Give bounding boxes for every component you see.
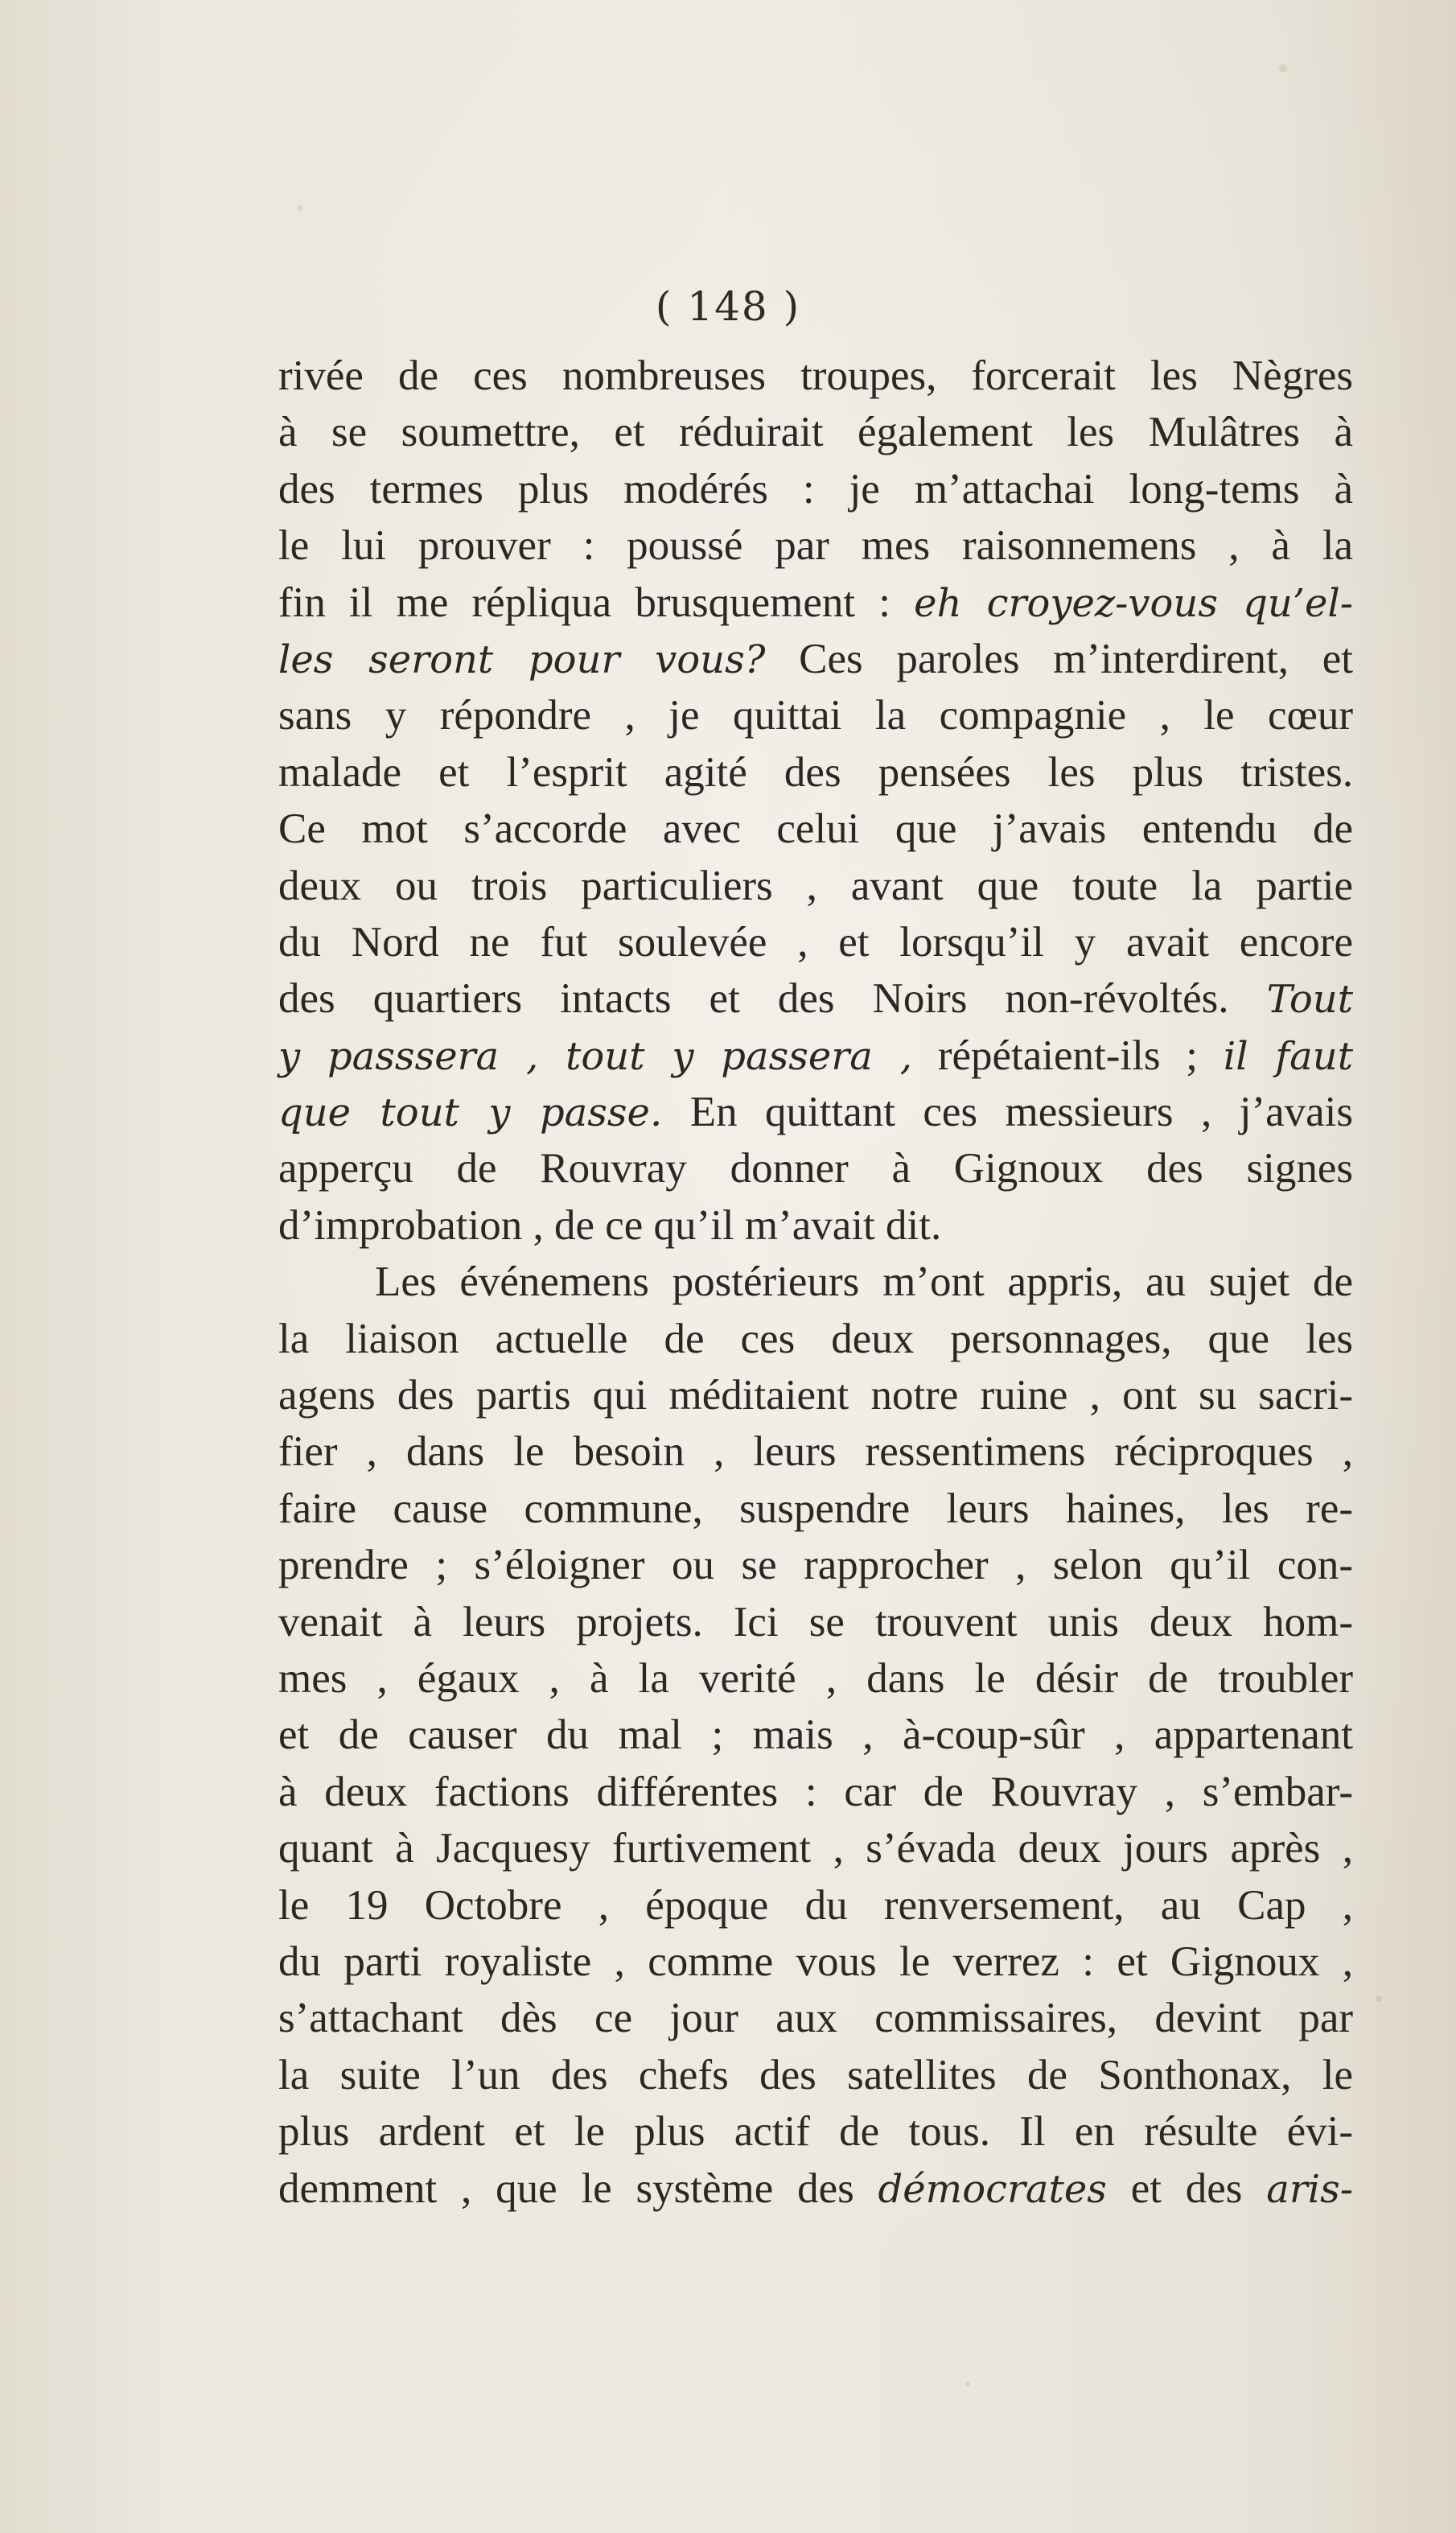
paper-stain: [1279, 64, 1287, 72]
text-segment: En quittant ces messieurs , j’avais: [662, 1089, 1353, 1136]
text-segment: la liaison actuelle de ces deux personnages, que les: [278, 1315, 1353, 1362]
text-line: [278, 1990, 1353, 2046]
italic-text: eh croyez-vous qu’el-: [914, 580, 1353, 626]
text-segment: Ces paroles m’interdirent, et: [765, 635, 1354, 682]
text-line: [278, 1367, 1353, 1423]
text-segment: des quartiers intacts et des Noirs non-révoltés.: [278, 975, 1267, 1023]
text-line: [278, 914, 1353, 970]
text-line: [278, 404, 1353, 460]
text-segment: faire cause commune, suspendre leurs haines, les re-: [278, 1485, 1353, 1532]
text-line: [278, 1537, 1353, 1593]
text-segment: et de causer du mal ; mais , à-coup-sûr , appartenant: [278, 1711, 1353, 1759]
text-line: [278, 1140, 1353, 1196]
text-segment: des termes plus modérés : je m’attachai long-tems à: [278, 465, 1353, 513]
text-line: [278, 2047, 1353, 2103]
italic-text: que tout y passe.: [278, 1090, 663, 1136]
text-segment: prendre ; s’éloigner ou se rapprocher , selon qu’il con-: [278, 1542, 1353, 1589]
text-line: [278, 1707, 1353, 1763]
italic-text: il faut: [1223, 1033, 1353, 1079]
text-line: [278, 2160, 1353, 2217]
text-line: [278, 1028, 1353, 1084]
text-line: [278, 2103, 1353, 2160]
text-segment: à deux factions différentes : car de Rouvray , s’embar-: [278, 1768, 1353, 1815]
text-line: [278, 1934, 1353, 1990]
text-segment: rivée de ces nombreuses troupes, forcerait les Nègres: [278, 352, 1353, 399]
text-segment: Les événemens postérieurs m’ont appris, au sujet de: [375, 1258, 1353, 1306]
text-segment: la suite l’un des chefs des satellites de Sonthonax, le: [278, 2051, 1353, 2098]
text-line: [278, 1820, 1353, 1876]
text-line: [278, 348, 1353, 404]
text-line: [278, 1650, 1353, 1707]
text-segment: du Nord ne fut soulevée , et lorsqu’il y avait encore: [278, 918, 1353, 966]
text-line: [278, 1197, 1353, 1254]
paper-stain: [1376, 1996, 1382, 2002]
text-segment: le 19 Octobre , époque du renversement, au Cap ,: [278, 1881, 1353, 1929]
italic-text: y passsera , tout y passera ,: [278, 1033, 912, 1079]
text-line: [278, 1084, 1353, 1140]
paper-stain: [965, 2382, 970, 2387]
text-line: [278, 1877, 1353, 1934]
text-line: [278, 461, 1353, 517]
text-line: [278, 631, 1353, 687]
body-text: [278, 348, 1353, 2217]
text-segment: quant à Jacquesy furtivement , s’évada deux jours après ,: [278, 1825, 1353, 1872]
text-segment: fin il me répliqua brusquement :: [278, 579, 915, 626]
page-number: ( 148 ): [655, 283, 801, 330]
text-segment: malade et l’esprit agité des pensées les plus tristes.: [278, 748, 1353, 796]
text-line: [278, 575, 1353, 631]
text-segment: d’improbation , de ce qu’il m’avait dit.: [278, 1201, 942, 1249]
text-segment: à se soumettre, et réduirait également les Mulâtres à: [278, 409, 1353, 456]
text-line: [278, 687, 1353, 743]
text-segment: s’attachant dès ce jour aux commissaires, devint par: [278, 1995, 1353, 2042]
text-segment: demment , que le système des: [278, 2164, 878, 2212]
text-segment: venait à leurs projets. Ici se trouvent unis deux hom-: [278, 1598, 1353, 1645]
text-segment: plus ardent et le plus actif de tous. Il en résulte évi-: [278, 2108, 1353, 2156]
text-segment: fier , dans le besoin , leurs ressentimens réciproques ,: [278, 1428, 1353, 1476]
text-segment: le lui prouver : poussé par mes raisonnemens , à la: [278, 522, 1353, 570]
paper-stain: [298, 205, 303, 211]
text-line: [278, 858, 1353, 914]
italic-text: démocrates: [878, 2166, 1107, 2212]
italic-text: les seront pour vous?: [278, 636, 766, 682]
text-segment: mes , égaux , à la verité , dans le désir de troubler: [278, 1654, 1353, 1702]
text-segment: apperçu de Rouvray donner à Gignoux des signes: [278, 1145, 1353, 1192]
text-line: [278, 744, 1353, 801]
text-segment: agens des partis qui méditaient notre ruine , ont su sacri-: [278, 1372, 1353, 1419]
text-line: [278, 801, 1353, 857]
text-segment: Ce mot s’accorde avec celui que j’avais entendu de: [278, 805, 1353, 853]
text-line: [278, 517, 1353, 574]
text-segment: et des: [1106, 2164, 1267, 2212]
text-line: [278, 1423, 1353, 1480]
text-segment: sans y répondre , je quittai la compagnie , le cœur: [278, 692, 1353, 739]
text-segment: répétaient-ils ;: [911, 1032, 1224, 1079]
text-line: [278, 970, 1353, 1027]
text-line: [278, 1481, 1353, 1537]
italic-text: Tout: [1266, 977, 1353, 1023]
text-line: [278, 1311, 1353, 1367]
text-segment: du parti royaliste , comme vous le verrez : et Gignoux ,: [278, 1938, 1353, 1985]
paragraph-start-line: [278, 1254, 1353, 1310]
text-line: [278, 1594, 1353, 1650]
text-segment: deux ou trois particuliers , avant que toute la partie: [278, 862, 1353, 909]
italic-text: aris-: [1266, 2166, 1353, 2212]
text-line: [278, 1764, 1353, 1820]
